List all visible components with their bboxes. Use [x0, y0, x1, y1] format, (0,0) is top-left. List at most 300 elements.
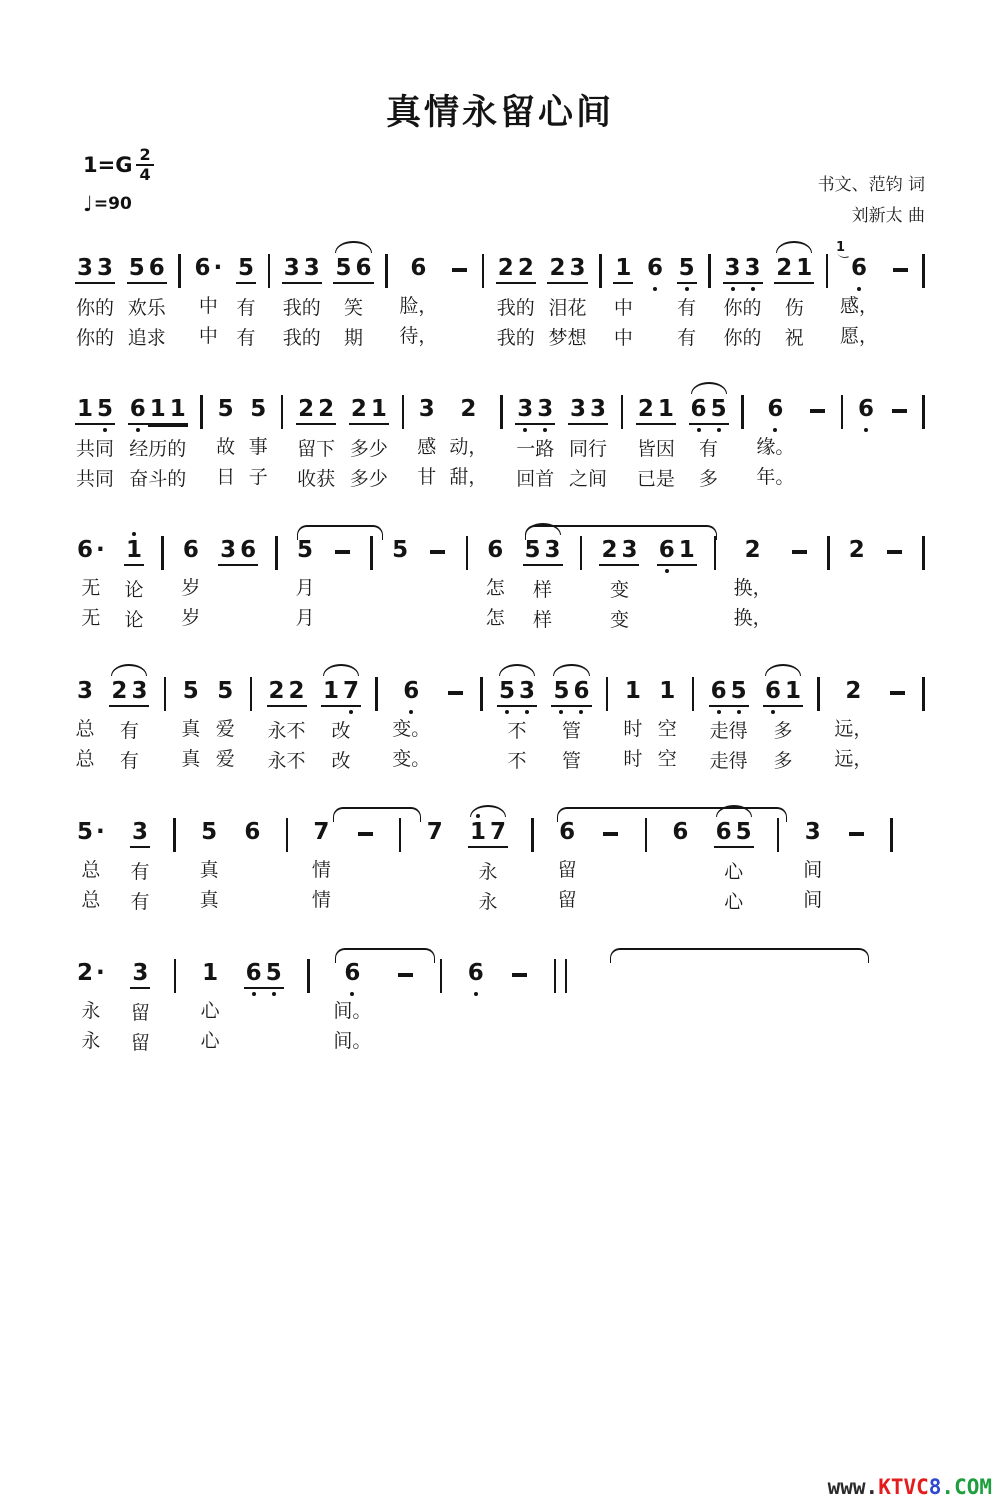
- note-group: [774, 240, 814, 353]
- note: [517, 679, 537, 707]
- lyric-verse2: 变。: [392, 748, 431, 770]
- note-digit: 3: [77, 678, 94, 704]
- note-row: [181, 522, 201, 564]
- lyric-verse2: 收获: [297, 468, 336, 490]
- lyric-verse2: 月: [295, 607, 315, 629]
- note-group: [645, 240, 665, 351]
- tie-arc: [610, 948, 869, 963]
- note-digit: 1: [615, 255, 632, 281]
- note-group: [392, 663, 430, 774]
- note-group: [199, 804, 219, 915]
- octave-dot-below: [857, 287, 861, 291]
- note-group: [427, 522, 448, 636]
- lyric-verse1: 经历的: [129, 438, 187, 460]
- watermark-com: .COM: [941, 1475, 992, 1499]
- time-signature-denominator: 4: [139, 164, 151, 184]
- note-group: [789, 522, 810, 636]
- note: [485, 538, 505, 564]
- lyric-verse1: 管: [561, 720, 581, 742]
- note-digit: 2: [549, 255, 566, 281]
- lyric-verse2: 间: [803, 889, 823, 911]
- note: [636, 397, 656, 425]
- note: [677, 538, 697, 566]
- note: [856, 397, 876, 423]
- note-group: [445, 663, 466, 777]
- lyric-verse2: 追求: [127, 327, 166, 349]
- barline: [307, 959, 310, 993]
- lyric-verse1: 你的: [76, 297, 115, 319]
- note-row: [124, 522, 144, 566]
- note: [264, 961, 284, 989]
- dash-shape: [335, 550, 350, 554]
- octave-dot-below: [771, 710, 775, 714]
- note: [645, 256, 665, 282]
- note-row: [75, 945, 107, 987]
- note-digit: 3: [537, 396, 554, 422]
- note-group: [128, 381, 188, 494]
- lyric-verse2: 走得: [709, 750, 748, 772]
- note: [342, 961, 362, 987]
- score-line: [75, 804, 893, 918]
- song-title: 真情永留心间: [385, 93, 614, 133]
- note-digit: 6: [182, 537, 199, 563]
- lyric-verse1: 同行: [568, 438, 607, 460]
- lyric-verse2: 梦想: [548, 327, 587, 349]
- note-row: [568, 381, 608, 425]
- note: [127, 256, 147, 284]
- note: [353, 256, 373, 284]
- lyric-verse1: 动，: [449, 436, 488, 458]
- note-row: [890, 240, 911, 285]
- note: [588, 397, 608, 425]
- lyric-verse1: 中: [198, 295, 218, 317]
- note-digit: 5: [710, 396, 727, 422]
- lyric-verse2: 甘: [417, 466, 437, 488]
- dash-shape: [893, 268, 908, 272]
- note: [75, 256, 95, 284]
- lyric-verse1: 我的: [282, 297, 321, 319]
- lyric-verse2: 改: [331, 750, 351, 772]
- note-digit: 6: [467, 960, 484, 986]
- note-group: [723, 240, 763, 353]
- note-digit: 3: [804, 819, 821, 845]
- lyric-verse2: 无: [81, 607, 101, 629]
- lyric-verse1: 有: [677, 297, 697, 319]
- note-digit: 3: [132, 960, 149, 986]
- note: [743, 538, 763, 564]
- lyric-verse2: 你的: [76, 327, 115, 349]
- note: [75, 820, 107, 846]
- note-group: [248, 381, 268, 492]
- note-group: [836, 240, 879, 351]
- note-row: [807, 381, 828, 426]
- lyric-verse1: 留下: [297, 438, 336, 460]
- note-group: [390, 522, 410, 633]
- note-group: [497, 663, 537, 776]
- octave-dot-below: [350, 992, 354, 996]
- note-digit: 5: [265, 960, 282, 986]
- note-digit: 5: [678, 255, 695, 281]
- note-group: [636, 381, 676, 494]
- note: [95, 256, 115, 284]
- dash-note: [355, 820, 376, 849]
- note-group: [75, 381, 115, 494]
- note-digit: 6: [559, 819, 576, 845]
- note-row: [244, 945, 284, 989]
- note-row: [887, 663, 908, 708]
- lyric-verse1: 多: [773, 720, 793, 742]
- note-digit: 2: [350, 396, 367, 422]
- barline: [826, 254, 829, 288]
- slur-icon: [335, 241, 371, 253]
- dash-note: [449, 256, 470, 285]
- note-group: [75, 945, 107, 1056]
- note-digit: 7: [426, 819, 443, 845]
- note-digit: 6: [355, 255, 372, 281]
- note-group: [200, 945, 220, 1056]
- note-digit: 5: [735, 819, 752, 845]
- octave-dot-below: [697, 428, 701, 432]
- note-row: [789, 522, 810, 567]
- note-digit: 5: [128, 255, 145, 281]
- note: [794, 256, 814, 284]
- score-line: [75, 381, 925, 495]
- note: [215, 679, 235, 705]
- note-digit: 1: [169, 396, 186, 422]
- lyric-verse2: 岁: [181, 607, 201, 629]
- lyric-verse1: 脸，: [399, 295, 438, 317]
- barline: [922, 536, 925, 570]
- note: [515, 397, 535, 425]
- note-row: [75, 381, 115, 425]
- note: [302, 256, 322, 284]
- note-row: [836, 240, 869, 282]
- note-row: [889, 381, 910, 426]
- note: [623, 679, 643, 705]
- lyric-verse1: 永: [478, 861, 498, 883]
- lyric-verse1: 变。: [392, 718, 431, 740]
- lyric-verse1: 样: [533, 579, 553, 601]
- lyric-verse2: 永不: [267, 750, 306, 772]
- note: [341, 679, 361, 707]
- note-group: [485, 522, 505, 633]
- barline: [440, 959, 443, 993]
- lyric-verse2: 期: [343, 327, 363, 349]
- note: [124, 538, 144, 566]
- note: [216, 397, 236, 423]
- note-group: [763, 663, 803, 776]
- note-digit: 1: [149, 396, 166, 422]
- note-group: [267, 663, 307, 776]
- note-digit: 5: [553, 678, 570, 704]
- lyric-verse1: 总: [75, 718, 95, 740]
- note: [75, 538, 107, 564]
- quarter-note-icon: ♩: [83, 192, 93, 217]
- grace-slur-icon: [837, 250, 849, 261]
- note: [408, 256, 428, 282]
- note-row: [427, 522, 448, 567]
- lyric-verse2: 留: [130, 1032, 150, 1054]
- barline: [922, 677, 925, 711]
- barline: [286, 818, 289, 852]
- tie-arc: [333, 807, 421, 822]
- note-digit: 3: [517, 396, 534, 422]
- barline: [599, 254, 602, 288]
- note-row: [215, 663, 235, 705]
- note-digit: 6: [710, 678, 727, 704]
- note-group: [244, 945, 284, 1058]
- note-row: [765, 381, 785, 423]
- barline: [500, 395, 503, 429]
- note-row: [774, 240, 814, 284]
- note: [390, 538, 410, 564]
- lyric-verse2: 中: [613, 327, 633, 349]
- note: [75, 679, 95, 705]
- tempo-marking: [83, 192, 154, 216]
- octave-dot-below: [409, 710, 413, 714]
- note-digit: 3: [418, 396, 435, 422]
- note-group: [613, 240, 633, 353]
- note-digit: 3: [97, 255, 114, 281]
- note-digit: 2: [845, 678, 862, 704]
- lyric-verse2: 有: [677, 327, 697, 349]
- note-row: [458, 381, 478, 423]
- barline: [480, 677, 483, 711]
- score: [75, 240, 925, 1059]
- octave-dot-above: [132, 532, 136, 536]
- note-digit: 6: [487, 537, 504, 563]
- dash-shape: [430, 550, 445, 554]
- lyric-verse1: 论: [124, 579, 144, 601]
- lyric-verse1: 月: [295, 577, 315, 599]
- augmentation-dot-icon: ·: [213, 255, 223, 281]
- lyric-verse1: 一路: [516, 438, 555, 460]
- dash-note: [445, 679, 466, 708]
- lyric-verse2: 你的: [723, 327, 762, 349]
- note-digit: 6: [690, 396, 707, 422]
- note: [836, 240, 869, 282]
- note-row: [613, 240, 633, 284]
- octave-dot-below: [559, 710, 563, 714]
- note: [619, 538, 639, 566]
- tempo-value: =90: [93, 194, 132, 215]
- dash-shape: [810, 409, 825, 413]
- note: [657, 538, 677, 566]
- lyric-verse2: 年。: [756, 466, 795, 488]
- note-row: [843, 663, 863, 705]
- note-row: [515, 381, 555, 425]
- note-group: [834, 663, 872, 774]
- lyric-verse2: 真: [199, 889, 219, 911]
- lyric-verse2: 留: [557, 889, 577, 911]
- note-row: [509, 945, 530, 990]
- lyric-verse2: 远，: [834, 748, 873, 770]
- note-digit: 2: [601, 537, 618, 563]
- note-group: [689, 381, 729, 494]
- note-row: [763, 663, 803, 707]
- barline: [281, 395, 284, 429]
- barline: [178, 254, 181, 288]
- score-line: [75, 945, 567, 1059]
- barline: [606, 677, 609, 711]
- barline: [890, 818, 893, 852]
- barline: [375, 677, 378, 711]
- note: [75, 961, 107, 987]
- note-group: [216, 381, 236, 492]
- note: [128, 397, 148, 425]
- note-digit: 1: [796, 255, 813, 281]
- note-row: [884, 522, 905, 567]
- note: [425, 820, 445, 846]
- note-group: [449, 240, 470, 354]
- note: [557, 820, 577, 846]
- note-group: [466, 945, 486, 1056]
- note-digit: 3: [569, 255, 586, 281]
- lyric-verse2: 管: [561, 750, 581, 772]
- note: [547, 256, 567, 284]
- lyric-verse1: 有: [236, 297, 256, 319]
- note: [75, 397, 95, 425]
- lyric-verse1: 远，: [834, 718, 873, 740]
- note-digit: 6: [240, 537, 257, 563]
- note-group: [425, 804, 445, 915]
- grace-note: 1: [836, 241, 845, 254]
- note: [466, 961, 486, 987]
- note-digit: 6: [647, 255, 664, 281]
- note: [551, 679, 571, 707]
- note-digit: 2: [111, 678, 128, 704]
- note-digit: 5: [201, 819, 218, 845]
- barline: [922, 254, 925, 288]
- lyric-verse2: 有: [130, 891, 150, 913]
- note-row: [743, 522, 763, 564]
- note: [369, 397, 389, 425]
- note-group: [847, 522, 867, 633]
- barline: [621, 395, 624, 429]
- note-group: [468, 804, 508, 917]
- note: [244, 961, 264, 989]
- note-digit: 6: [767, 396, 784, 422]
- note-digit: 3: [220, 537, 237, 563]
- note-row: [847, 522, 867, 564]
- note-digit: 6: [403, 678, 420, 704]
- note-row: [468, 804, 508, 848]
- note: [765, 397, 785, 423]
- octave-dot-below: [717, 710, 721, 714]
- lyric-verse2: 共同: [76, 468, 115, 490]
- lyric-verse1: 时: [623, 718, 643, 740]
- barline: [708, 254, 711, 288]
- note-row: [677, 240, 697, 284]
- dash-shape: [452, 268, 467, 272]
- note: [709, 397, 729, 425]
- note-group: [547, 240, 587, 353]
- note-row: [425, 804, 445, 846]
- note-digit: 1: [370, 396, 387, 422]
- octave-dot-below: [731, 287, 735, 291]
- note-digit: 1: [624, 678, 641, 704]
- slur-icon: [111, 664, 147, 676]
- note-row: [803, 804, 823, 846]
- note-row: [723, 240, 763, 284]
- dash-shape: [887, 550, 902, 554]
- score-line: [75, 240, 925, 354]
- slur-icon: [691, 382, 727, 394]
- lyric-verse2: 祝: [784, 327, 804, 349]
- note-row: [130, 945, 150, 989]
- note-digit: 3: [132, 819, 149, 845]
- dash-shape: [849, 832, 864, 836]
- note: [130, 961, 150, 989]
- barline: [922, 395, 925, 429]
- note: [282, 256, 302, 284]
- note-row: [75, 663, 95, 705]
- dash-note: [846, 820, 867, 849]
- note-digit: 6: [244, 819, 261, 845]
- note-row: [466, 945, 486, 987]
- lyric-verse2: 日: [216, 466, 236, 488]
- note-group: [349, 381, 389, 494]
- note: [488, 820, 508, 848]
- note: [242, 820, 262, 846]
- note: [571, 679, 591, 707]
- lyric-verse2: 论: [124, 609, 144, 631]
- dash-note: [600, 820, 621, 849]
- octave-dot-below: [665, 569, 669, 573]
- note-group: [449, 381, 487, 492]
- note: [238, 538, 258, 566]
- note: [657, 679, 677, 705]
- lyric-verse2: 多: [773, 750, 793, 772]
- octave-dot-below: [525, 710, 529, 714]
- note-row: [657, 663, 677, 705]
- note: [677, 256, 697, 284]
- note-digit: 1: [470, 819, 487, 845]
- dash-note: [807, 397, 828, 426]
- note-digit: 1: [322, 678, 339, 704]
- note-digit: 7: [490, 819, 507, 845]
- barline: [385, 254, 388, 288]
- note-group: [677, 240, 697, 353]
- lyric-verse2: 总: [75, 748, 95, 770]
- dash-note: [395, 961, 416, 990]
- note: [200, 961, 220, 987]
- note-group: [193, 240, 225, 351]
- octave-dot-below: [523, 428, 527, 432]
- lyric-verse1: 中: [613, 297, 633, 319]
- note: [295, 538, 315, 564]
- lyric-verse2: 我的: [496, 327, 535, 349]
- lyric-verse1: 有: [119, 720, 139, 742]
- lyric-verse1: 缘。: [756, 436, 795, 458]
- note: [130, 820, 150, 848]
- lyric-verse2: 有: [236, 327, 256, 349]
- note-row: [333, 240, 373, 284]
- lyric-verse1: 永不: [267, 720, 306, 742]
- barline: [173, 818, 176, 852]
- note-digit: 2: [776, 255, 793, 281]
- note: [248, 397, 268, 423]
- note-digit: 6: [245, 960, 262, 986]
- note-group: [709, 663, 749, 776]
- lyric-verse2: 永: [81, 1030, 101, 1052]
- meta-row: [75, 146, 925, 226]
- note-group: [887, 663, 908, 777]
- note-digit: 6: [658, 537, 675, 563]
- note: [349, 397, 369, 425]
- dash-note: [884, 538, 905, 567]
- note-digit: 5: [77, 819, 94, 845]
